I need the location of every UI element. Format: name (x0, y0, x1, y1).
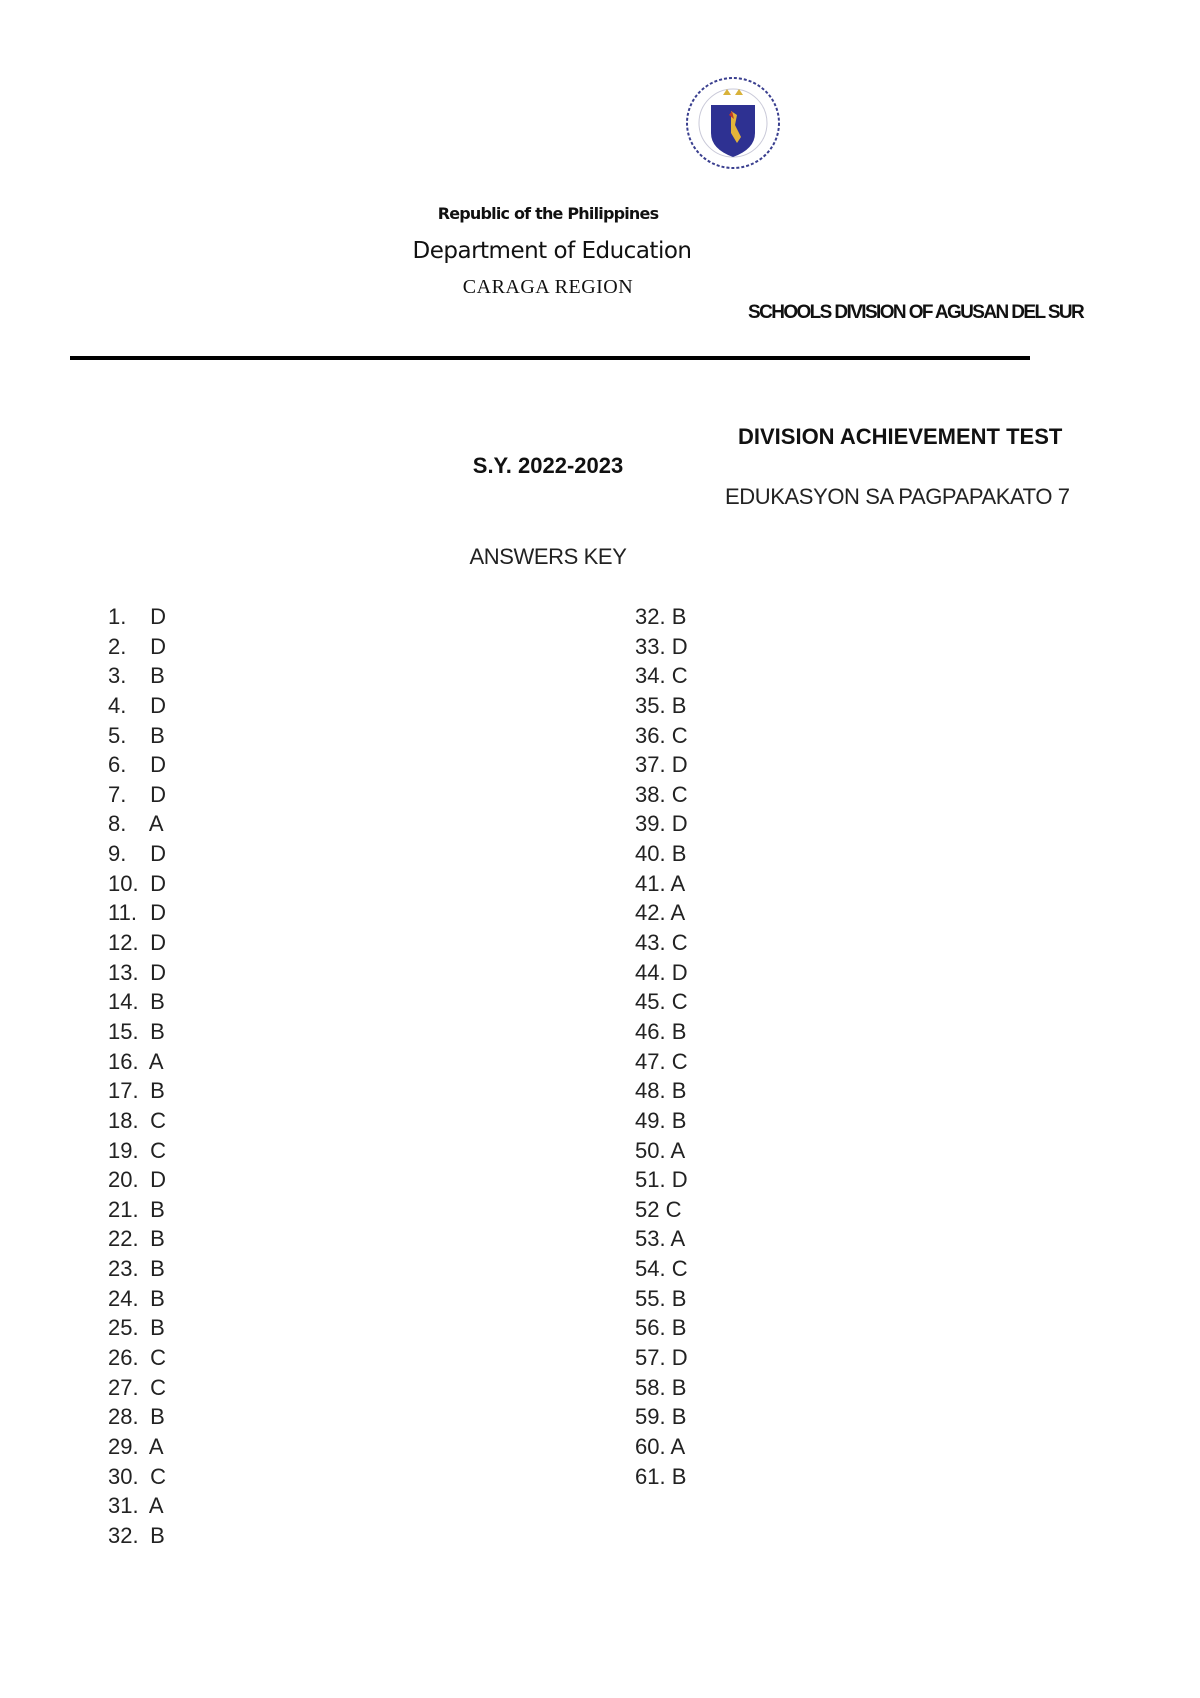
question-number: 32. (108, 1522, 139, 1548)
question-number: 29. (108, 1433, 139, 1459)
answer-item (635, 632, 688, 662)
answer-letter: B (671, 1018, 687, 1044)
answer-item (108, 839, 166, 869)
question-number: 57. (635, 1345, 666, 1371)
question-number: 46. (635, 1018, 666, 1044)
question-number: 19. (108, 1137, 139, 1163)
answer-letter: D (150, 841, 167, 867)
answer-letter: B (150, 1256, 165, 1282)
answer-letter: C (665, 1196, 682, 1222)
question-number: 47. (635, 1048, 666, 1074)
answer-letter: C (150, 1374, 167, 1400)
question-number: 40. (635, 841, 666, 867)
answer-item (108, 1076, 166, 1106)
answer-item (108, 1165, 166, 1195)
answer-letter: C (671, 663, 688, 689)
question-number: 17. (108, 1078, 139, 1104)
answer-letter: D (671, 1345, 688, 1371)
answer-item (108, 898, 166, 928)
answer-letter: B (671, 604, 687, 629)
answer-letter: D (150, 604, 167, 629)
answer-letter: C (671, 722, 688, 748)
question-number: 32. (635, 604, 666, 629)
answer-item (108, 1313, 166, 1343)
answer-item (108, 1343, 166, 1373)
answer-letter: A (670, 900, 686, 926)
question-number: 13. (108, 959, 139, 985)
question-number: 48. (635, 1078, 666, 1104)
answer-letter: D (671, 959, 688, 985)
test-title: DIVISION ACHIEVEMENT TEST (738, 424, 1063, 449)
answer-letter: A (670, 1226, 686, 1252)
question-number: 14. (108, 989, 139, 1015)
answer-letter: B (150, 1196, 165, 1222)
question-number: 5. (108, 722, 127, 748)
answer-letter: A (148, 1048, 164, 1074)
division-label: SCHOOLS DIVISION OF AGUSAN DEL SUR (748, 302, 1084, 323)
answer-item (108, 602, 166, 632)
answer-letter: C (671, 1048, 688, 1074)
answer-item (108, 1136, 166, 1166)
question-number: 31. (108, 1493, 139, 1519)
answer-item (108, 1462, 166, 1492)
answer-item (108, 632, 166, 662)
question-number: 45. (635, 989, 666, 1015)
answer-item (635, 1462, 688, 1492)
answer-letter: A (670, 870, 686, 896)
answer-item (635, 1284, 688, 1314)
question-number: 58. (635, 1374, 666, 1400)
answer-item (635, 750, 688, 780)
answer-letter: C (671, 989, 688, 1015)
question-number: 9. (108, 841, 127, 867)
question-number: 53. (635, 1226, 666, 1252)
answer-letter: B (671, 841, 687, 867)
answer-item (108, 1106, 166, 1136)
answer-item (635, 602, 688, 632)
answer-letter: B (671, 692, 687, 718)
answer-item (108, 691, 166, 721)
answer-letter: D (150, 959, 167, 985)
answer-item (635, 661, 688, 691)
answer-letter: D (671, 811, 688, 837)
answer-letter: B (150, 1285, 165, 1311)
answer-letter: C (671, 930, 688, 956)
answer-letter: D (671, 752, 688, 778)
answer-item (635, 1076, 688, 1106)
question-number: 52 (635, 1196, 660, 1222)
question-number: 38. (635, 781, 666, 807)
department-label: Department of Education (412, 238, 692, 264)
question-number: 55. (635, 1285, 666, 1311)
answer-letter: D (150, 900, 167, 926)
question-number: 51. (635, 1167, 666, 1193)
answer-letter: B (671, 1285, 687, 1311)
answer-letter: B (150, 722, 165, 748)
answer-item (108, 1432, 166, 1462)
question-number: 16. (108, 1048, 139, 1074)
answer-item (108, 750, 166, 780)
answers-key-heading: ANSWERS KEY (469, 544, 627, 569)
answer-item (108, 1254, 166, 1284)
answer-item (108, 809, 166, 839)
answer-item (108, 1017, 166, 1047)
question-number: 8. (108, 811, 127, 837)
question-number: 30. (108, 1463, 139, 1489)
answer-item (635, 987, 688, 1017)
question-number: 25. (108, 1315, 139, 1341)
question-number: 37. (635, 752, 666, 778)
answer-item (635, 721, 688, 751)
question-number: 15. (108, 1018, 139, 1044)
question-number: 41. (635, 870, 666, 896)
answer-letter: B (671, 1404, 687, 1430)
question-number: 24. (108, 1285, 139, 1311)
question-number: 56. (635, 1315, 666, 1341)
answer-item (635, 1165, 688, 1195)
answer-letter: D (150, 692, 167, 718)
answer-letter: C (150, 1345, 167, 1371)
school-year: S.Y. 2022-2023 (472, 453, 624, 478)
question-number: 49. (635, 1107, 666, 1133)
subject-title: EDUKASYON SA PAGPAPAKATO 7 (725, 484, 1070, 509)
question-number: 21. (108, 1196, 139, 1222)
question-number: 12. (108, 930, 139, 956)
answer-letter: A (148, 811, 164, 837)
region-label: CARAGA REGION (462, 276, 634, 298)
question-number: 27. (108, 1374, 139, 1400)
question-number: 44. (635, 959, 666, 985)
question-number: 59. (635, 1404, 666, 1430)
answer-letter: B (150, 1226, 165, 1252)
question-number: 54. (635, 1256, 666, 1282)
question-number: 33. (635, 633, 666, 659)
answer-item (108, 721, 166, 751)
answer-letter: B (150, 1522, 165, 1548)
answer-letter: B (671, 1315, 687, 1341)
deped-seal-logo (683, 75, 783, 171)
answer-item (635, 1254, 688, 1284)
question-number: 11. (108, 900, 137, 926)
question-number: 22. (108, 1226, 139, 1252)
answer-letter: B (671, 1463, 687, 1489)
answer-item (635, 1195, 688, 1225)
answer-letter: B (150, 663, 165, 689)
question-number: 35. (635, 692, 666, 718)
question-number: 2. (108, 633, 127, 659)
answer-letter: B (671, 1374, 687, 1400)
answer-item (108, 928, 166, 958)
question-number: 18. (108, 1107, 139, 1133)
answer-letter: D (671, 633, 688, 659)
answer-letter: D (150, 633, 167, 659)
question-number: 20. (108, 1167, 139, 1193)
answer-item (108, 869, 166, 899)
answer-item (635, 1402, 688, 1432)
answer-item (108, 1284, 166, 1314)
question-number: 60. (635, 1433, 666, 1459)
answer-letter: B (671, 1107, 687, 1133)
question-number: 4. (108, 692, 127, 718)
answer-item (108, 780, 166, 810)
answer-letter: D (150, 781, 167, 807)
question-number: 26. (108, 1345, 139, 1371)
question-number: 6. (108, 752, 127, 778)
answer-item (108, 987, 166, 1017)
answer-letter: B (150, 1404, 165, 1430)
answer-item (108, 1402, 166, 1432)
answer-letter: D (671, 1167, 688, 1193)
answer-item (635, 780, 688, 810)
answer-item (635, 898, 688, 928)
question-number: 10. (108, 870, 139, 896)
answer-letter: B (150, 989, 165, 1015)
answer-item (108, 1195, 166, 1225)
question-number: 34. (635, 663, 666, 689)
answer-letter: C (671, 1256, 688, 1282)
answer-letter: D (150, 752, 167, 778)
answer-letter: B (671, 1078, 687, 1104)
answer-item (635, 1373, 688, 1403)
question-number: 61. (635, 1463, 666, 1489)
answers-list-left (108, 602, 166, 1551)
answer-item (635, 1017, 688, 1047)
question-number: 36. (635, 722, 666, 748)
answers-list-right (635, 602, 688, 1491)
answer-item (635, 958, 688, 988)
answer-letter: A (148, 1433, 164, 1459)
answer-letter: A (670, 1433, 686, 1459)
answer-letter: D (150, 1167, 167, 1193)
republic-label: Republic of the Philippines (437, 204, 659, 223)
answer-letter: B (150, 1078, 165, 1104)
question-number: 43. (635, 930, 666, 956)
question-number: 50. (635, 1137, 666, 1163)
answer-item (635, 1047, 688, 1077)
answer-letter: D (150, 870, 167, 896)
answer-item (108, 1224, 166, 1254)
question-number: 28. (108, 1404, 139, 1430)
answer-item (635, 1106, 688, 1136)
question-number: 3. (108, 663, 127, 689)
answer-letter: B (150, 1315, 165, 1341)
answer-item (635, 1224, 688, 1254)
answer-item (635, 809, 688, 839)
answer-letter: A (148, 1493, 164, 1519)
answer-letter: B (150, 1018, 165, 1044)
answer-letter: A (670, 1137, 686, 1163)
answer-item (635, 1136, 688, 1166)
question-number: 23. (108, 1256, 139, 1282)
answer-item (635, 1432, 688, 1462)
answer-item (635, 1313, 688, 1343)
question-number: 39. (635, 811, 666, 837)
answer-item (108, 1047, 166, 1077)
header-divider (70, 356, 1030, 360)
answer-item (108, 958, 166, 988)
answer-item (635, 839, 688, 869)
answer-item (635, 1343, 688, 1373)
answer-letter: C (671, 781, 688, 807)
answer-item (635, 691, 688, 721)
question-number: 7. (108, 781, 127, 807)
answer-letter: C (150, 1107, 167, 1133)
answer-item (635, 928, 688, 958)
answer-letter: C (150, 1463, 167, 1489)
question-number: 42. (635, 900, 666, 926)
answer-item (108, 1373, 166, 1403)
answer-letter: D (150, 930, 167, 956)
answer-letter: C (150, 1137, 167, 1163)
answer-item (635, 869, 688, 899)
question-number: 1. (108, 604, 127, 629)
answer-item (108, 1521, 166, 1551)
answer-item (108, 1491, 166, 1521)
answer-item (108, 661, 166, 691)
